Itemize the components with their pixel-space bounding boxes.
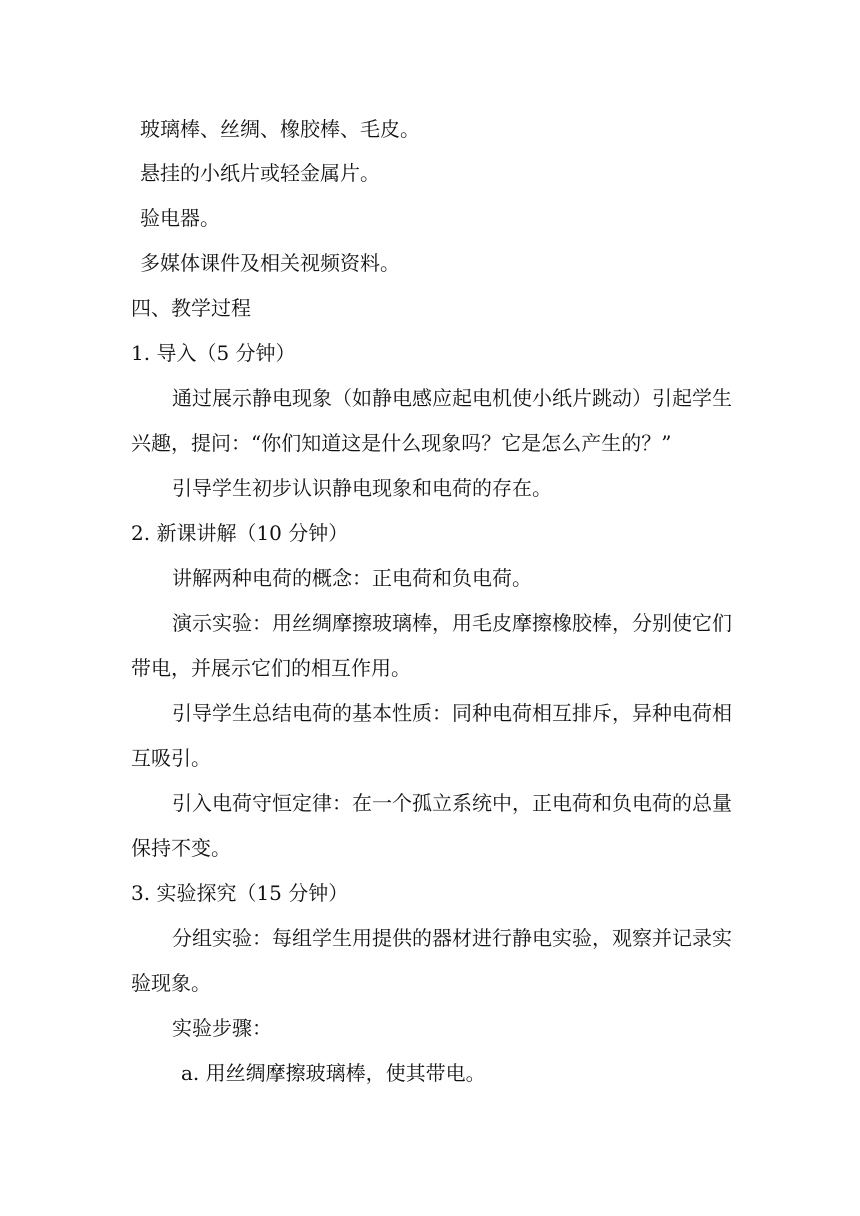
paragraph-line: 引入电荷守恒定律：在一个孤立系统中，正电荷和负电荷的总量 [172, 791, 732, 815]
paragraph-line: 兴趣，提问：“你们知道这是什么现象吗？它是怎么产生的？” [131, 431, 672, 455]
paragraph-line: 互吸引。 [131, 746, 211, 770]
paragraph-line: 讲解两种电荷的概念：正电荷和负电荷。 [172, 566, 532, 590]
material-item-2: 悬挂的小纸片或轻金属片。 [140, 161, 380, 185]
subsection-heading-lecture: 2. 新课讲解（10 分钟） [131, 521, 349, 545]
paragraph-line: 引导学生总结电荷的基本性质：同种电荷相互排斥，异种电荷相 [172, 701, 732, 725]
material-item-1: 玻璃棒、丝绸、橡胶棒、毛皮。 [140, 117, 420, 141]
material-item-3: 验电器。 [140, 206, 220, 230]
section-heading: 四、教学过程 [131, 296, 251, 320]
paragraph-line: 保持不变。 [131, 836, 231, 860]
paragraph-line: 分组实验：每组学生用提供的器材进行静电实验，观察并记录实 [172, 926, 732, 950]
subsection-heading-experiment: 3. 实验探究（15 分钟） [131, 881, 349, 905]
experiment-step-a: a. 用丝绸摩擦玻璃棒，使其带电。 [181, 1061, 486, 1085]
paragraph-line: 通过展示静电现象（如静电感应起电机使小纸片跳动）引起学生 [172, 386, 732, 410]
paragraph-line: 验现象。 [131, 971, 211, 995]
paragraph-line: 实验步骤： [172, 1016, 272, 1040]
paragraph-line: 引导学生初步认识静电现象和电荷的存在。 [172, 476, 552, 500]
material-item-4: 多媒体课件及相关视频资料。 [140, 251, 400, 275]
paragraph-line: 带电，并展示它们的相互作用。 [131, 656, 411, 680]
paragraph-line: 演示实验：用丝绸摩擦玻璃棒，用毛皮摩擦橡胶棒，分别使它们 [172, 611, 732, 635]
subsection-heading-intro: 1. 导入（5 分钟） [131, 341, 296, 365]
